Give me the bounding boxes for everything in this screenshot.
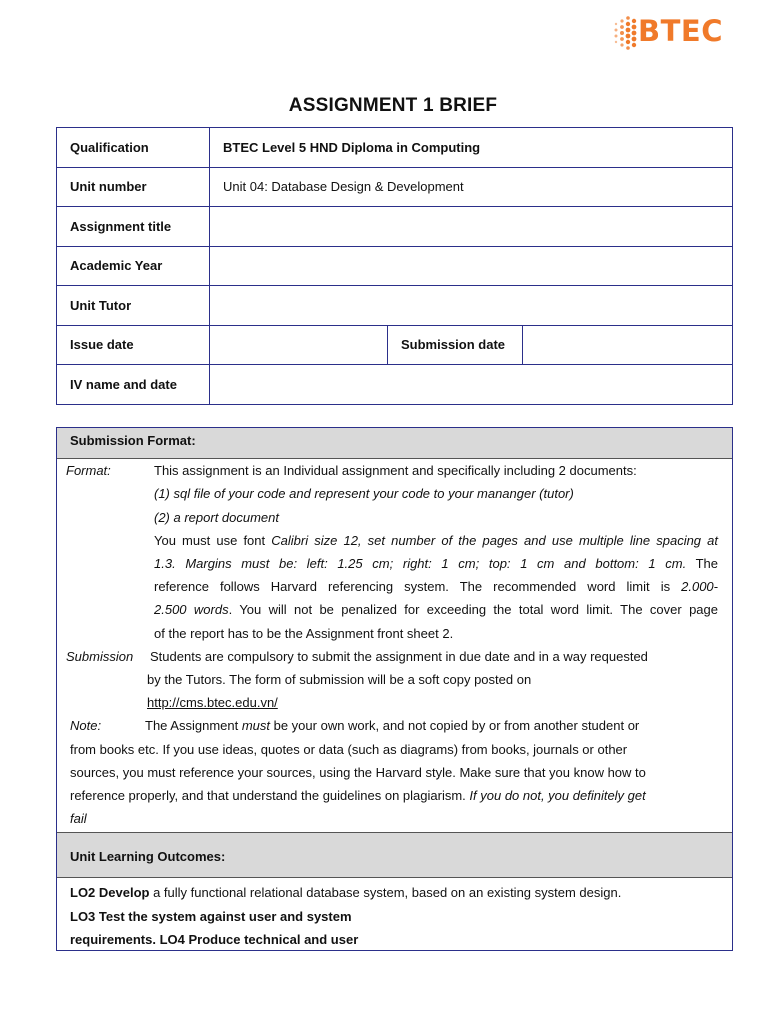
issue-date-label: Issue date: [57, 325, 210, 365]
page-title: ASSIGNMENT 1 BRIEF: [288, 95, 498, 116]
unit-tutor-value: [210, 286, 733, 326]
assignment-title-label: Assignment title: [57, 207, 210, 247]
format-doc-1: (1) sql file of your code and represent your code to your mananger (tutor): [154, 486, 574, 501]
unit-tutor-label: Unit Tutor: [57, 286, 210, 326]
table-row: [57, 325, 733, 365]
issue-date-value: [210, 325, 388, 365]
submission-format-header: Submission Format:: [57, 428, 732, 459]
academic-year-label: Academic Year: [57, 246, 210, 286]
font-requirement-line-2: 1.3. Margins must be: left: 1.25 cm; right: 1 cm; top: 1 cm and bottom: 1 cm. The: [154, 556, 718, 571]
note-label: Note:: [70, 718, 102, 733]
note-line-2: from books etc. If you use ideas, quotes or data (such as diagrams) from books, journals or other: [70, 742, 628, 757]
format-label: Format:: [66, 463, 111, 478]
unit-number-label: Unit number: [57, 167, 210, 207]
format-doc-2: (2) a report document: [154, 510, 280, 525]
unit-number-value: Unit 04: Database Design & Development: [210, 167, 733, 207]
format-intro: This assignment is an Individual assignment and specifically including 2 documents:: [154, 463, 637, 478]
table-row: [57, 365, 733, 405]
lo3-line-1: LO3 Test the system against user and system: [70, 909, 352, 924]
font-requirement-line-1: You must use font Calibri size 12, set number of the pages and use multiple line spacing at: [154, 533, 719, 548]
assignment-info-table: [56, 127, 733, 405]
table-row: [57, 207, 733, 247]
academic-year-value: [210, 246, 733, 286]
font-requirement-line-3: reference follows Harvard referencing system. The recommended word limit is 2.000-: [154, 579, 718, 594]
table-row: [57, 167, 733, 207]
font-requirement-line-5: of the report has to be the Assignment front sheet 2.: [154, 626, 454, 641]
note-line-5: fail: [70, 811, 87, 826]
submission-line-2: by the Tutors. The form of submission will be a soft copy posted on: [147, 672, 532, 687]
submission-label: Submission: [66, 649, 134, 664]
note-line-4: reference properly, and that understand the guidelines on plagiarism. If you do not, you definitely get: [70, 788, 646, 803]
qualification-label: Qualification: [57, 128, 210, 168]
btec-logo-text: BTEC: [638, 14, 723, 48]
learning-outcomes-header: Unit Learning Outcomes:: [57, 832, 732, 878]
submission-link[interactable]: http://cms.btec.edu.vn/: [147, 695, 278, 710]
submission-line-1: Students are compulsory to submit the assignment in due date and in a way requested: [150, 649, 648, 664]
lo2-line: LO2 Develop a fully functional relational database system, based on an existing system design.: [70, 885, 622, 900]
font-requirement-line-4: 2.500 words. You will not be penalized for exceeding the total word limit. The cover page: [154, 602, 718, 617]
qualification-value: BTEC Level 5 HND Diploma in Computing: [210, 128, 733, 168]
table-row: [57, 246, 733, 286]
submission-format-box: [56, 427, 733, 951]
lo3-line-2: requirements. LO4 Produce technical and user: [70, 932, 359, 947]
table-row: [57, 286, 733, 326]
table-row: [57, 128, 733, 168]
assignment-title-value: [210, 207, 733, 247]
submission-date-label: Submission date: [388, 325, 523, 365]
note-line-3: sources, you must reference your sources, using the Harvard style. Make sure that you know how to: [70, 765, 646, 780]
submission-date-value: [523, 325, 733, 365]
iv-name-label: IV name and date: [57, 365, 210, 405]
iv-name-value: [210, 365, 733, 405]
note-line-1: The Assignment must be your own work, and not copied by or from another student or: [145, 718, 640, 733]
